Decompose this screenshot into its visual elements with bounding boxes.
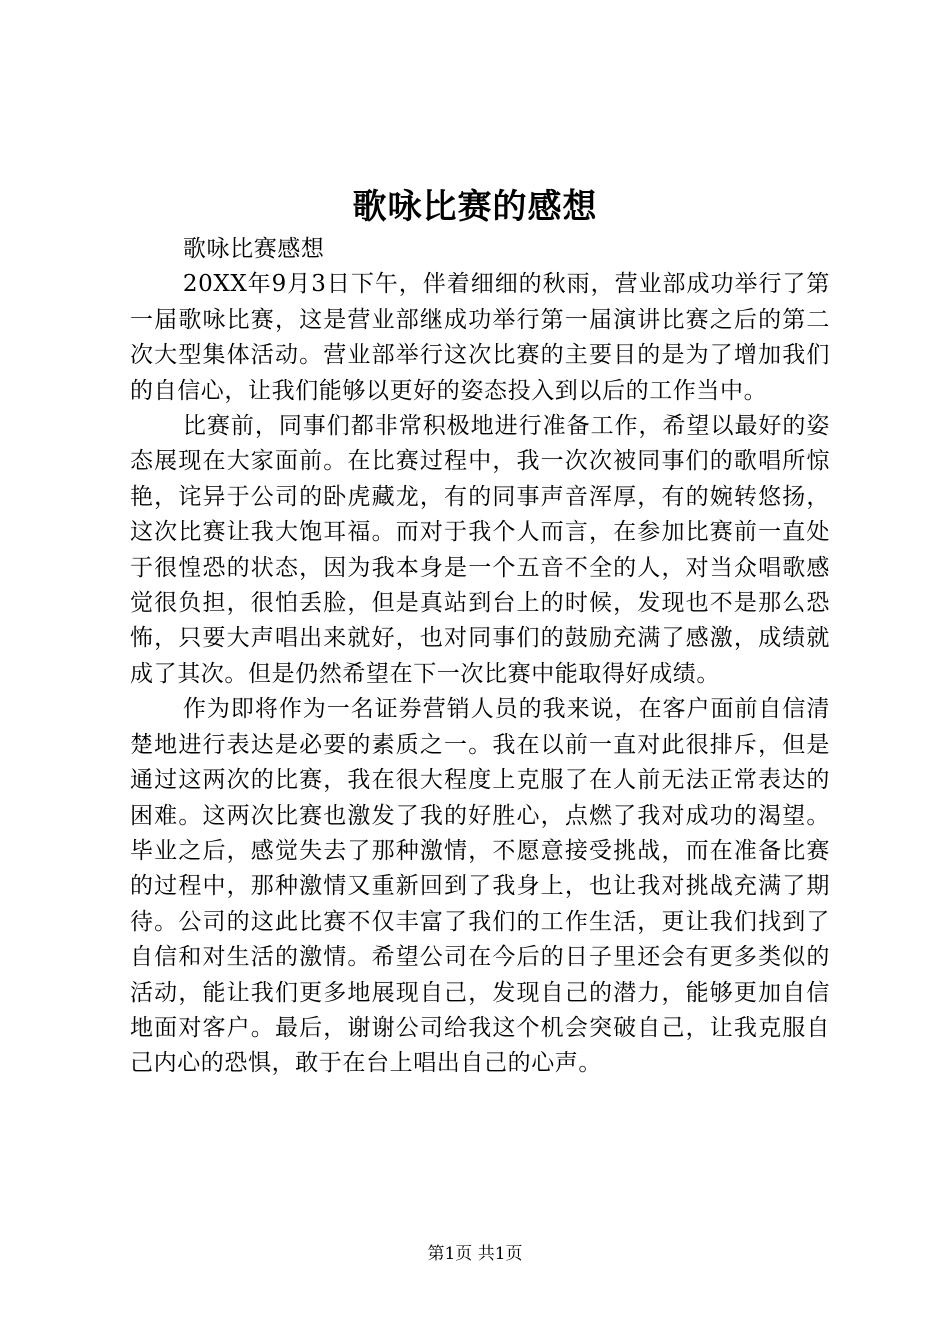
paragraph-2: 比赛前，同事们都非常积极地进行准备工作，希望以最好的姿态展现在大家面前。在比赛过程中，我一次次被同事们的歌唱所惊艳，诧异于公司的卧虎藏龙，有的同事声音浑厚，有的婉转悠扬，这次比赛让我大饱耳福。而对于我个人而言，在参加比赛前一直处于很惶恐的状态，因为我本身是一个五音不全的人，对当众唱歌感觉很负担，很怕丢脸，但是真站到台上的时候，发现也不是那么恐怖，只要大声唱出来就好，也对同事们的鼓励充满了感激，成绩就成了其次。但是仍然希望在下一次比赛中能取得好成绩。 xyxy=(130,413,830,687)
paragraph-1: 20XX年9月3日下午，伴着细细的秋雨，营业部成功举行了第一届歌咏比赛，这是营业部继成功举行第一届演讲比赛之后的第二次大型集体活动。营业部举行这次比赛的主要目的是为了增加我们的自信心，让我们能够以更好的姿态投入到以后的工作当中。 xyxy=(130,271,830,404)
page-footer: 第1页 共1页 xyxy=(427,1244,523,1264)
document-title: 歌咏比赛的感想 xyxy=(352,187,598,227)
paragraph-3: 作为即将作为一名证券营销人员的我来说，在客户面前自信清楚地进行表达是必要的素质之一。我在以前一直对此很排斥，但是通过这两次的比赛，我在很大程度上克服了在人前无法正常表达的困难。这两次比赛也激发了我的好胜心，点燃了我对成功的渴望。毕业之后，感觉失去了那种激情，不愿意接受挑战，而在准备比赛的过程中，那种激情又重新回到了我身上，也让我对挑战充满了期待。公司的这此比赛不仅丰富了我们的工作生活，更让我们找到了自信和对生活的激情。希望公司在今后的日子里还会有更多类似的活动，能让我们更多地展现自己，发现自己的潜力，能够更加自信地面对客户。最后，谢谢公司给我这个机会突破自己，让我克服自己内心的恐惧，敢于在台上唱出自己的心声。 xyxy=(130,696,830,1077)
paragraph-subtitle: 歌咏比赛感想 xyxy=(182,236,325,262)
document-body xyxy=(130,232,830,1082)
